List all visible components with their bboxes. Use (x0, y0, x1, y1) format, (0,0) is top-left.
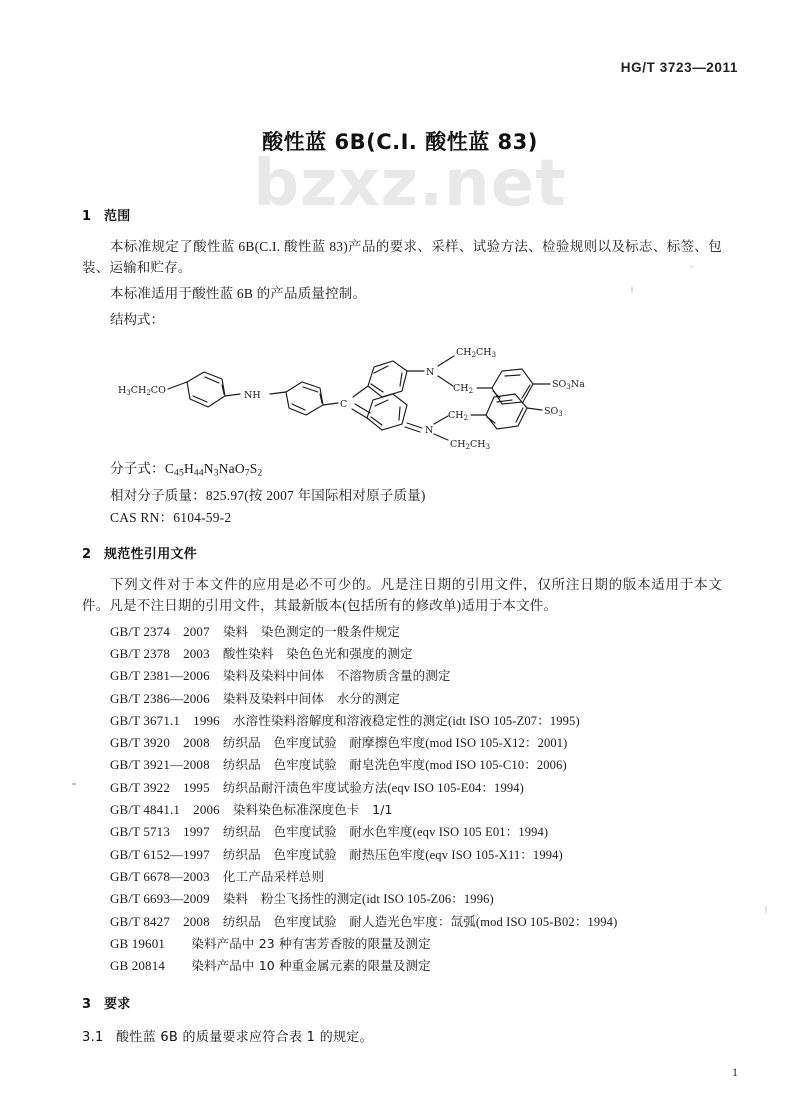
structure-label-ethyl-top: $CH_2CH_3$ (456, 347, 497, 359)
structure-label-ethyl-bottom: $CH_2CH_3$ (450, 439, 491, 451)
structure-label-methylene-bottom: $CH_2$ (448, 410, 469, 422)
structure-label-central-carbon: C (340, 399, 348, 410)
watermark: bzxz.net (253, 147, 567, 221)
page-number: 1 (732, 1065, 738, 1079)
reference-title: 纺织品 色牢度试验 耐人造光色牢度：氙弧 (222, 913, 476, 929)
molecular-formula-value: $C_{45}H_{44}N_3NaO_7S_2$ (164, 461, 263, 479)
reference-code: GB/T 2378 2003 (110, 645, 210, 661)
reference-code: GB/T 6678—2003 (110, 868, 210, 884)
reference-code: GB/T 3922 1995 (110, 779, 210, 795)
reference-code: GB/T 3921—2008 (110, 757, 210, 773)
formula-info-block (82, 458, 722, 529)
structure-label-ethoxy: $H_3CH_2CO$ (118, 385, 166, 397)
section-heading-requirements (82, 993, 722, 1012)
reference-code: GB/T 6693—2009 (110, 891, 210, 907)
list-item (110, 844, 722, 866)
reference-title: 纺织品 色牢度试验 耐皂洗色牢度 (222, 757, 426, 773)
cas-line (110, 507, 722, 529)
list-item (110, 710, 722, 732)
reference-title: 化工产品采样总则 (222, 868, 325, 884)
reference-title: 染料产品中 23 种有害芳香胺的限量及测定 (191, 935, 431, 951)
list-item (110, 621, 722, 643)
section-number: 1 (82, 209, 92, 224)
reference-title: 纺织品 色牢度试验 耐热压色牢度 (222, 846, 426, 862)
molar-mass-line (110, 485, 722, 507)
list-item (110, 643, 722, 665)
reference-code: GB/T 2386—2006 (110, 690, 210, 706)
reference-code: GB/T 6152—1997 (110, 846, 210, 862)
molecular-formula-label: 分子式： (110, 461, 165, 476)
list-item (110, 754, 722, 776)
reference-title: 纺织品耐汗渍色牢度试验方法 (222, 779, 388, 795)
section-title: 规范性引用文件 (104, 546, 198, 562)
reference-title: 染料及染料中间体 不溶物质含量的测定 (222, 668, 451, 684)
reference-title: 酸性染料 染色色光和强度的测定 (222, 645, 413, 661)
list-item (110, 732, 722, 754)
reference-note: (eqv ISO 105-X11：1994) (425, 847, 563, 862)
reference-code: GB/T 5713 1997 (110, 824, 210, 840)
chemical-structure-diagram (82, 334, 722, 452)
structure-label-sulfonate: $SO_3$ (544, 406, 563, 418)
page-title: 酸性蓝 6B(C.I. 酸性蓝 83) (262, 130, 538, 154)
list-item (110, 933, 722, 955)
reference-code: GB/T 2381—2006 (110, 668, 210, 684)
normative-references-list (82, 621, 722, 978)
structure-label-nitrogen-top: N (426, 367, 435, 378)
section-title: 要求 (104, 997, 131, 1013)
structure-label-methylene-top: $CH_2$ (453, 383, 474, 395)
section-heading-normative-references (82, 543, 722, 562)
section-title: 范围 (104, 209, 131, 224)
section-number: 2 (82, 546, 92, 562)
clause-text: 酸性蓝 6B 的质量要求应符合表 1 的规定。 (116, 1030, 373, 1046)
clause-3-1 (82, 1026, 722, 1045)
reference-code: GB/T 3920 2008 (110, 735, 210, 751)
molecular-formula-line (110, 458, 722, 485)
clause-number: 3.1 (82, 1030, 104, 1046)
scope-paragraph-1: 本标准规定了酸性蓝 6B(C.I. 酸性蓝 83)产品的要求、采样、试验方法、检验规则以及标志、标签、包装、运输和贮存。 (82, 239, 722, 275)
list-item (110, 688, 722, 710)
scan-artifact (72, 783, 76, 785)
reference-title: 水溶性染料溶解度和溶液稳定性的测定 (232, 712, 448, 728)
list-item (110, 665, 722, 687)
structure-label-nh: NH (244, 390, 261, 401)
reference-title: 染料 粉尘飞扬性的测定 (222, 891, 363, 907)
reference-code: GB/T 4841.1 2006 (110, 802, 220, 818)
list-item (110, 911, 722, 933)
reference-note: (eqv ISO 105-E04：1994) (387, 780, 524, 795)
list-item (110, 888, 722, 910)
structure-label-nitrogen-bottom: N (425, 425, 434, 436)
document-body (82, 205, 722, 1057)
section-heading-scope (82, 205, 722, 224)
reference-note: (eqv ISO 105 E01：1994) (412, 825, 549, 840)
reference-title: 染料产品中 10 种重金属元素的限量及测定 (191, 958, 431, 974)
structure-label-sulfonate-sodium: $SO_3Na$ (552, 379, 585, 391)
reference-code: GB 19601 (110, 935, 179, 951)
cas-label: CAS RN： (110, 509, 174, 525)
cas-value: 6104-59-2 (173, 509, 232, 525)
reference-title: 染料染色标准深度色卡 1/1 (232, 802, 393, 818)
reference-note: (idt ISO 105-Z07：1995) (448, 713, 580, 728)
reference-note: (idt ISO 105-Z06：1996) (362, 892, 494, 907)
reference-code: GB/T 2374 2007 (110, 623, 210, 639)
normative-references-intro: 下列文件对于本文件的应用是必不可少的。凡是注日期的引用文件，仅所注日期的版本适用于本文件。凡是不注日期的引用文件，其最新版本(包括所有的修改单)适用于本文件。 (82, 576, 722, 613)
standard-code-header: HG/T 3723—2011 (620, 60, 738, 75)
reference-title: 染料及染料中间体 水分的测定 (222, 690, 400, 706)
reference-note: (mod ISO 105-X12：2001) (425, 736, 568, 751)
reference-title: 纺织品 色牢度试验 耐水色牢度 (222, 824, 413, 840)
reference-code: GB/T 3671.1 1996 (110, 712, 220, 728)
molar-mass-label: 相对分子质量： (110, 487, 206, 503)
reference-code: GB 20814 (110, 958, 179, 974)
scan-artifact (765, 905, 767, 914)
reference-note: (mod ISO 105-B02：1994) (475, 914, 618, 929)
reference-title: 染料 染色测定的一般条件规定 (222, 623, 400, 639)
list-item (110, 866, 722, 888)
reference-code: GB/T 8427 2008 (110, 913, 210, 929)
section-number: 3 (82, 997, 92, 1013)
scope-paragraph-2: 本标准适用于酸性蓝 6B 的产品质量控制。 (110, 286, 367, 301)
list-item (110, 821, 722, 843)
structure-formula-label: 结构式： (110, 312, 164, 327)
list-item (110, 799, 722, 821)
reference-note: (mod ISO 105-C10：2006) (425, 758, 567, 773)
reference-title: 纺织品 色牢度试验 耐摩擦色牢度 (222, 735, 426, 751)
list-item (110, 955, 722, 977)
molar-mass-value: 825.97(按 2007 年国际相对原子质量) (205, 487, 426, 503)
list-item (110, 777, 722, 799)
